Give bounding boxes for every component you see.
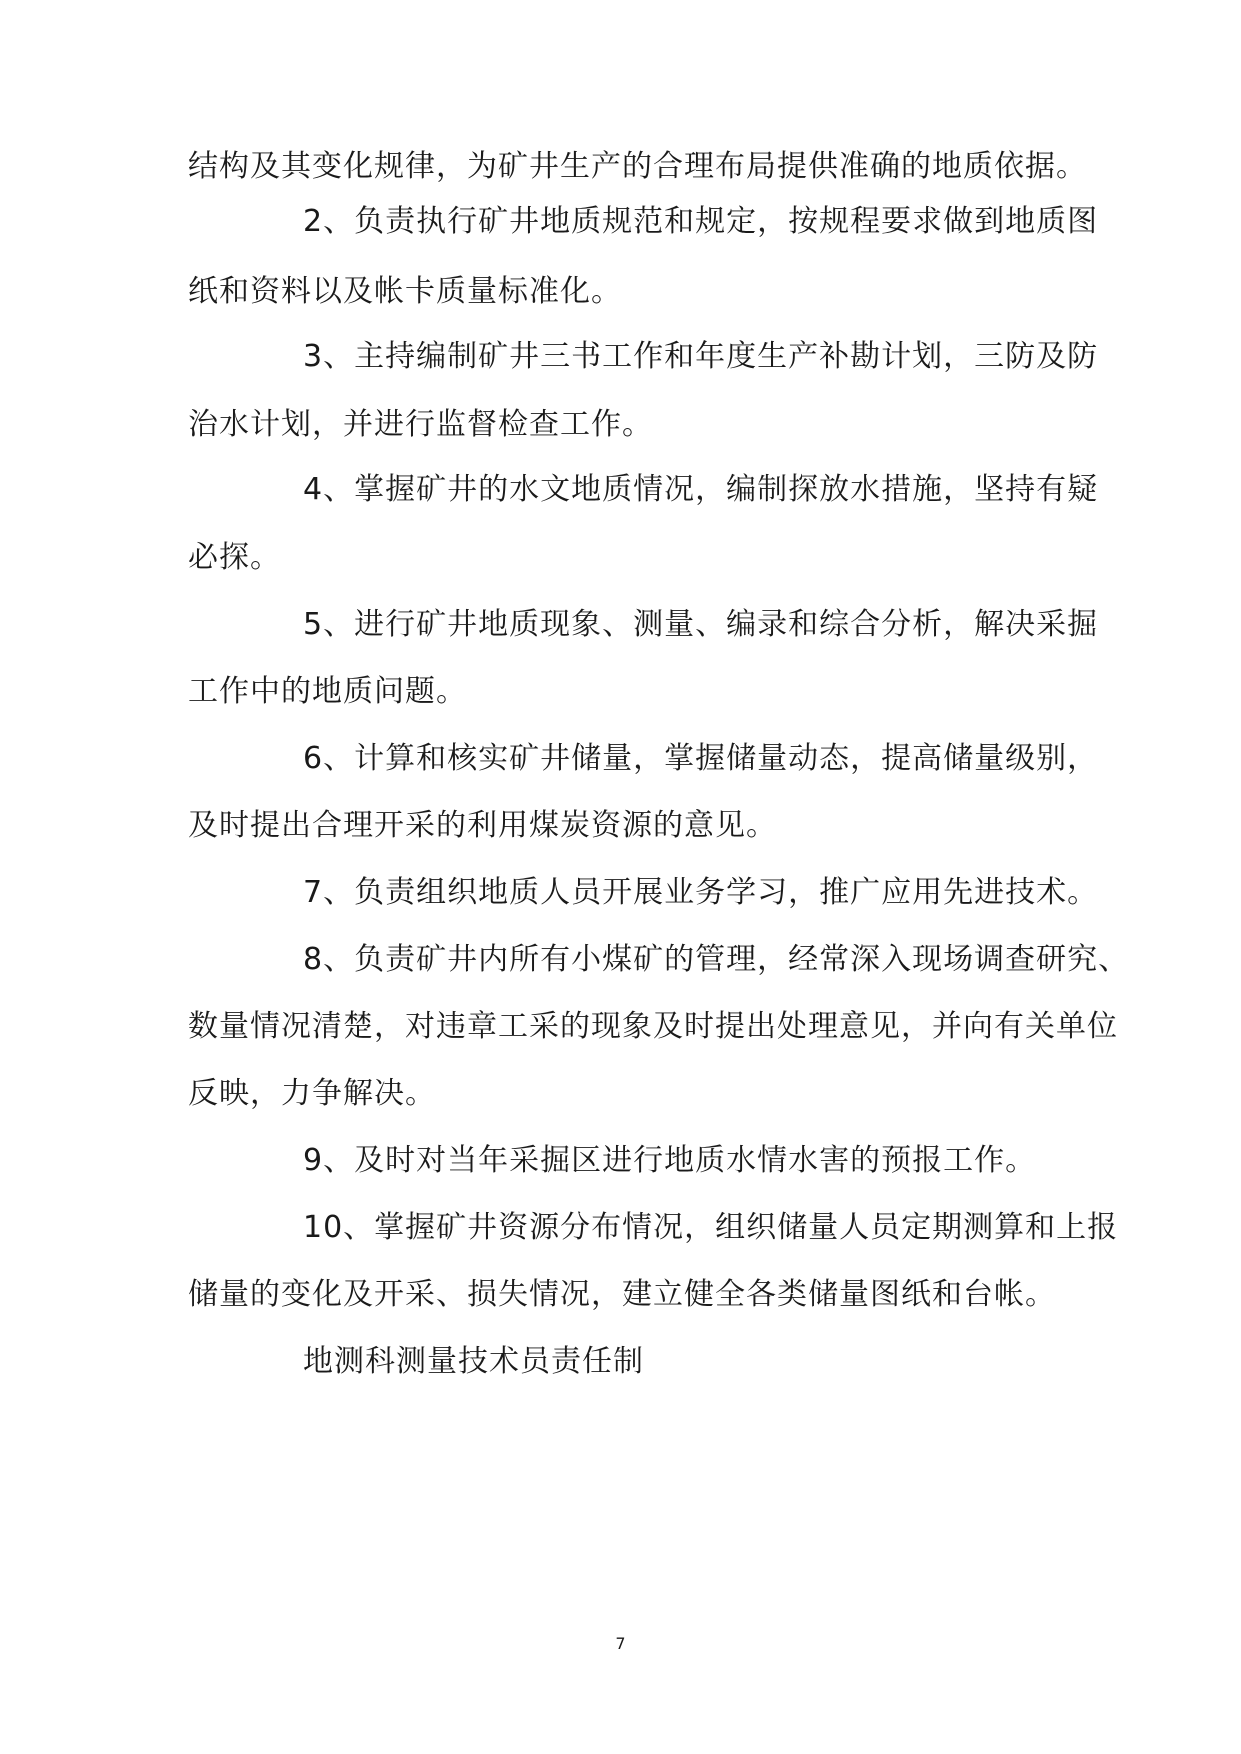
section-heading: 地测科测量技术员责任制 [303, 1344, 644, 1379]
paragraph-line: 3、主持编制矿井三书工作和年度生产补勘计划，三防及防 [303, 339, 1099, 374]
paragraph-line: 储量的变化及开采、损失情况，建立健全各类储量图纸和台帐。 [188, 1277, 1056, 1312]
paragraph-line: 8、负责矿井内所有小煤矿的管理，经常深入现场调查研究、 [303, 942, 1130, 977]
paragraph-line: 结构及其变化规律，为矿井生产的合理布局提供准确的地质依据。 [188, 149, 1087, 184]
paragraph-line: 9、及时对当年采掘区进行地质水情水害的预报工作。 [303, 1143, 1037, 1178]
paragraph-line: 纸和资料以及帐卡质量标准化。 [188, 274, 622, 309]
paragraph-line: 7、负责组织地质人员开展业务学习，推广应用先进技术。 [303, 875, 1099, 910]
paragraph-line: 及时提出合理开采的利用煤炭资源的意见。 [188, 808, 777, 843]
paragraph-line: 5、进行矿井地质现象、测量、编录和综合分析，解决采掘 [303, 607, 1099, 642]
paragraph-line: 4、掌握矿井的水文地质情况，编制探放水措施，坚持有疑 [303, 472, 1099, 507]
paragraph-line: 2、负责执行矿井地质规范和规定，按规程要求做到地质图 [303, 204, 1099, 239]
page-number: 7 [615, 1634, 626, 1653]
paragraph-line: 数量情况清楚，对违章工采的现象及时提出处理意见，并向有关单位 [188, 1009, 1118, 1044]
paragraph-line: 反映，力争解决。 [188, 1076, 436, 1111]
paragraph-line: 必探。 [188, 540, 281, 575]
paragraph-line: 10、掌握矿井资源分布情况，组织储量人员定期测算和上报 [303, 1210, 1119, 1245]
paragraph-line: 治水计划，并进行监督检查工作。 [188, 407, 653, 442]
paragraph-line: 工作中的地质问题。 [188, 674, 467, 709]
paragraph-line: 6、计算和核实矿井储量，掌握储量动态，提高储量级别， [303, 741, 1099, 776]
